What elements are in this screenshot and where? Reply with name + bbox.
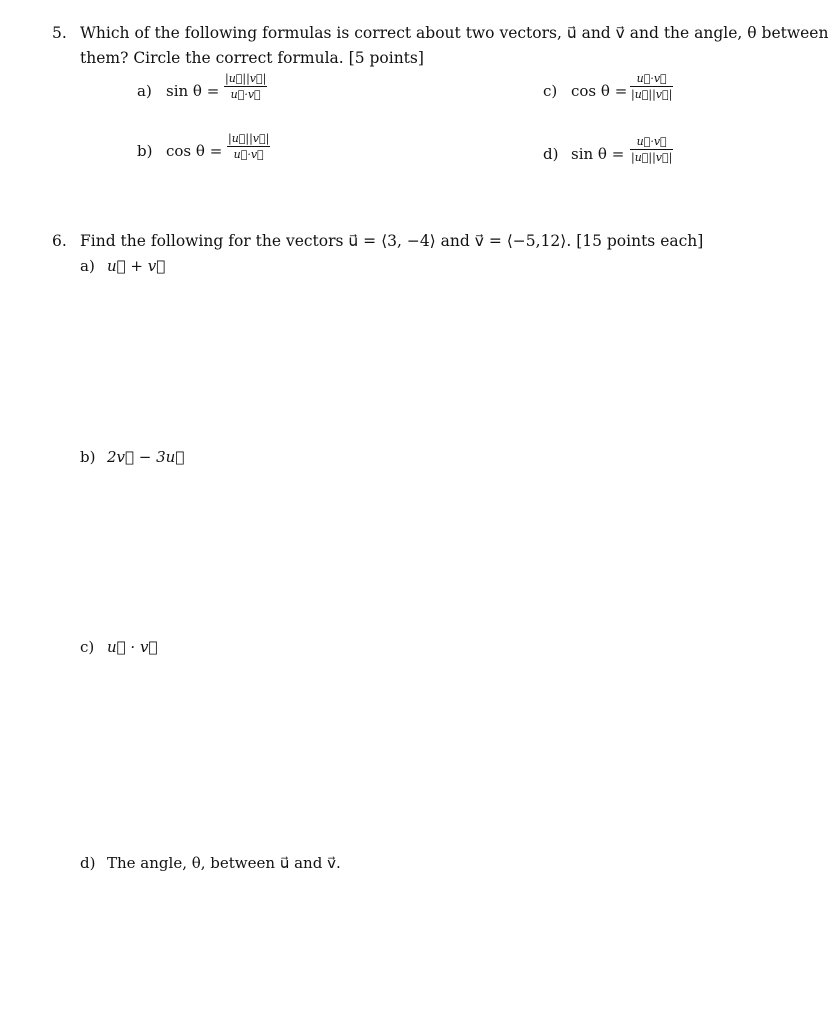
part-d-label: d) bbox=[80, 854, 96, 872]
option-d-fraction bbox=[630, 135, 673, 164]
option-a-lhs: sin θ = bbox=[166, 82, 220, 100]
option-d-label[interactable]: d) bbox=[543, 145, 559, 163]
option-b-denominator: u⃗·v⃗ bbox=[233, 148, 264, 161]
option-d-denominator: |u⃗||v⃗| bbox=[631, 151, 673, 164]
option-b-numerator: |u⃗||v⃗| bbox=[228, 132, 270, 145]
fraction-bar bbox=[630, 149, 673, 150]
fraction-bar bbox=[224, 86, 267, 87]
question-5-text-line2: them? Circle the correct formula. [5 points] bbox=[80, 49, 424, 67]
part-c-expression: u⃗ · v⃗ bbox=[107, 638, 158, 656]
part-a-expression: u⃗ + v⃗ bbox=[107, 257, 166, 275]
option-a-label[interactable]: a) bbox=[137, 82, 152, 100]
part-c-label: c) bbox=[80, 638, 95, 656]
option-a-fraction bbox=[224, 72, 267, 101]
fraction-bar bbox=[630, 86, 673, 87]
part-a-label: a) bbox=[80, 257, 95, 275]
part-b-label: b) bbox=[80, 448, 96, 466]
question-6-number: 6. bbox=[52, 232, 67, 250]
option-c-denominator: |u⃗||v⃗| bbox=[631, 88, 673, 101]
option-c-numerator: u⃗·v⃗ bbox=[636, 72, 667, 85]
option-a-numerator: |u⃗||v⃗| bbox=[225, 72, 267, 85]
option-c-label[interactable]: c) bbox=[543, 82, 558, 100]
part-b-expression: 2v⃗ − 3u⃗ bbox=[107, 448, 185, 466]
option-b-label[interactable]: b) bbox=[137, 142, 153, 160]
option-a-denominator: u⃗·v⃗ bbox=[230, 88, 261, 101]
question-5-text-line1: Which of the following formulas is correct about two vectors, u⃗ and v⃗ and the angle, θ between bbox=[80, 24, 829, 42]
option-d-numerator: u⃗·v⃗ bbox=[636, 135, 667, 148]
part-d-expression: The angle, θ, between u⃗ and v⃗. bbox=[107, 854, 341, 872]
option-b-fraction bbox=[227, 132, 270, 161]
option-b-lhs: cos θ = bbox=[166, 142, 223, 160]
option-d-lhs: sin θ = bbox=[571, 145, 625, 163]
fraction-bar bbox=[227, 146, 270, 147]
option-c-fraction bbox=[630, 72, 673, 101]
option-c-lhs: cos θ = bbox=[571, 82, 628, 100]
question-5-number: 5. bbox=[52, 24, 67, 42]
question-6-text: Find the following for the vectors u⃗ = ⟨3, −4⟩ and v⃗ = ⟨−5,12⟩. [15 points each] bbox=[80, 232, 704, 250]
